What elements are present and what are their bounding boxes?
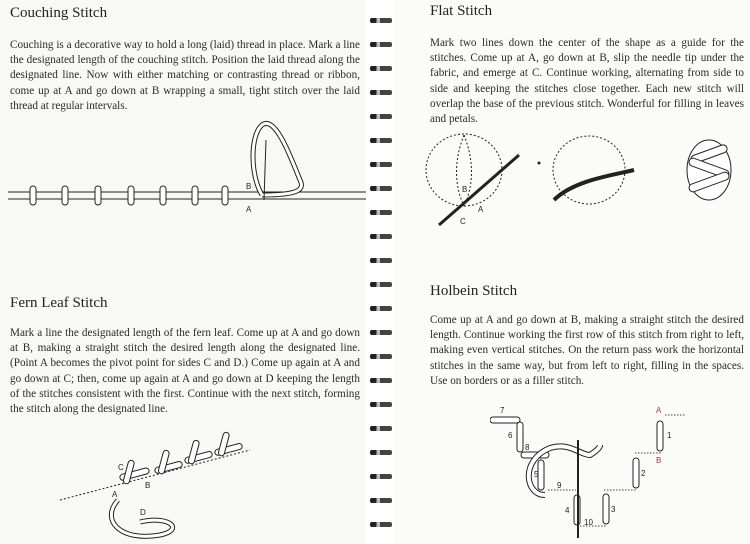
flat-title: Flat Stitch [430, 3, 493, 19]
holbein-num-5: 5 [534, 470, 539, 479]
spiral-binding [366, 0, 394, 544]
holbein-num-3: 3 [611, 505, 616, 514]
couching-title: Couching Stitch [10, 5, 108, 21]
holbein-label-b: B [656, 456, 662, 465]
couching-body: Couching is a decorative way to hold a long (laid) thread in place. Mark a line the designated length of the couching stitch. Position the laid thread along the designated line. Now with either matching or contrasting thread or ribbon, come up at A and go down at B wrapping a small, tight stitch over the laid thread at regular intervals. [10, 39, 360, 112]
couching-label-b: B [246, 182, 252, 191]
flat-label-b: B [462, 185, 468, 194]
holbein-label-a: A [656, 406, 662, 415]
couching-label-a: A [246, 205, 252, 214]
fern-label-b: B [145, 481, 151, 490]
fern-diagram [60, 430, 280, 544]
holbein-num-1: 1 [667, 431, 672, 440]
holbein-num-6: 6 [508, 431, 513, 440]
left-page [0, 0, 366, 544]
holbein-num-4: 4 [565, 506, 570, 515]
fern-body: Mark a line the designated length of the fern leaf. Come up at A and go down at B, making a straight stitch the desired length along the designated line. (Point A becomes the pivot point for sides C and D.) Come up again at A and go down at C; then, come up again at A and go down at D keeping the length of the stitches consistent with the first. Continue with the next stitch, forming the stitch along the designated line. [10, 327, 360, 416]
flat-label-c: C [460, 217, 466, 226]
holbein-num-8: 8 [525, 443, 530, 452]
holbein-diagram [490, 400, 720, 544]
fern-label-c: C [118, 463, 124, 472]
flat-body: Mark two lines down the center of the shape as a guide for the stitches. Come up at A, go down at B, slip the needle tip under the fabric, and emerge at C. Continue working, alternating from side to side and keeping the stitches close together. Each new stitch will overlap the base of the previous stitch. Wonderful for filling in leaves and petals. [430, 37, 744, 126]
fern-label-a: A [112, 490, 118, 499]
holbein-num-9: 9 [557, 481, 562, 490]
fern-title: Fern Leaf Stitch [10, 295, 108, 311]
holbein-num-10: 10 [584, 518, 593, 527]
holbein-num-2: 2 [641, 469, 646, 478]
couching-diagram [0, 115, 366, 215]
holbein-body: Come up at A and go down at B, making a straight stitch the desired length. Continue working the first row of this stitch from right to left, making even vertical stitches. On the return pass work the horizontal stitches in the same way, but from left to right, filling in the spaces. Use on borders or as a filler stitch. [430, 314, 744, 387]
flat-label-a: A [478, 205, 484, 214]
flat-diagram [424, 130, 750, 230]
holbein-num-7: 7 [500, 406, 505, 415]
holbein-title: Holbein Stitch [430, 283, 518, 299]
right-page [394, 0, 750, 544]
fern-label-d: D [140, 508, 146, 517]
